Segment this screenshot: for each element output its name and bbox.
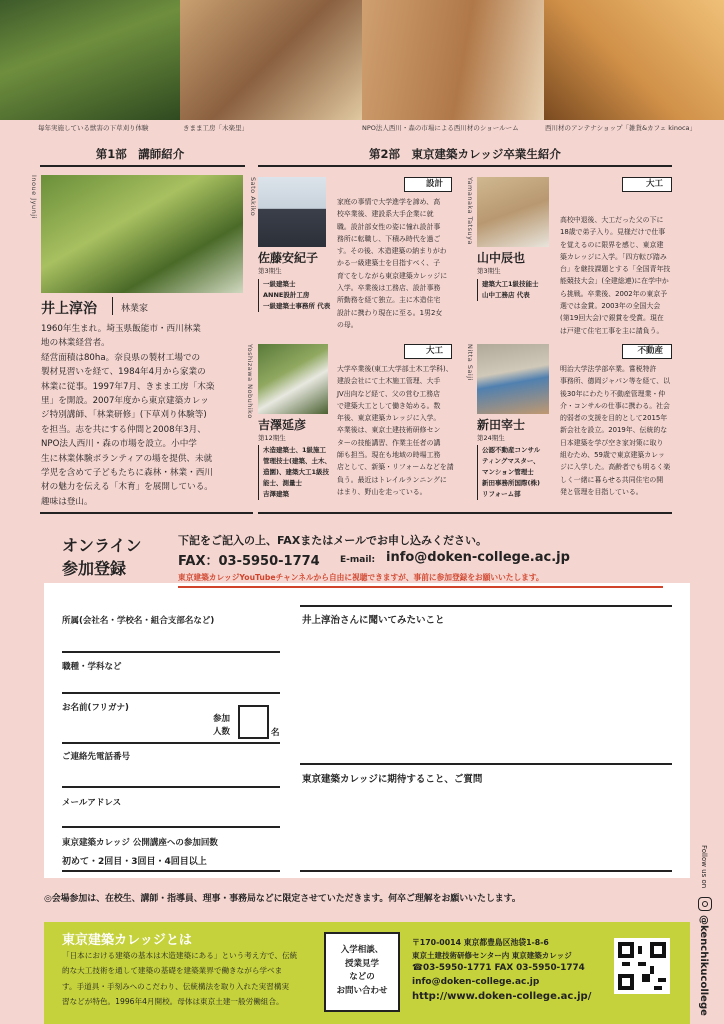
email-address[interactable]: info@doken-college.ac.jp [386,550,570,565]
bio-line: 師も担当。現在も地域の時場工務 [337,451,441,460]
divider [258,512,672,514]
about-text [62,948,312,1009]
credential-line: 吉澤建築 [263,490,289,498]
credential-line: リフォーム部 [482,490,521,498]
photo-showroom [362,0,544,120]
bio-line: 18歳で弟子入り。見様だけで仕事 [560,228,666,237]
bio-line: 1960年生まれ。埼玉県飯能市・西川林業 [41,324,201,334]
divider [40,512,253,514]
job-label: 職種・学科など [62,662,122,672]
credential-line: 公認不動産コンサル [482,446,541,454]
bio-line: 新会社を設立。2019年、伝統的な [560,426,668,435]
grad-name: 新田宰士 [477,418,526,432]
bio-line: 入学。卒業後は工務店、設計事務 [337,284,441,293]
credential-line: ANNE設計工房 [263,291,310,299]
sessions-label: 東京建築カレッジ 公開講座への参加回数 [62,838,218,848]
grad-bio [560,363,674,498]
divider [112,297,113,315]
credential-line: 山中工務店 代表 [482,291,530,299]
photo-caption: 西川材のアンテナショップ「雑貨&カフェ kinoca」 [545,124,697,132]
grad-bio [337,363,457,498]
lecturer-bio [41,322,251,509]
q1-top-line [300,605,672,607]
bio-line: かる一級建築士を目指すべく、子 [337,259,441,268]
q2-label: 東京建築カレッジに期待すること、ご質問 [302,774,483,785]
bio-line: 林業に従事。1997年7月、きまま工房「木楽 [41,381,215,392]
lecturer-photo [41,175,243,293]
bio-line: 明治大学法学部卒業。嘗税特許 [560,365,657,373]
credential-line: 一級建築士 [263,280,296,288]
divider [40,165,245,167]
credential-line: ティングマスター、 [482,457,540,465]
grad-name: 佐藤安紀子 [258,251,319,265]
footer-url[interactable]: http://www.doken-college.ac.jp/ [412,991,592,1002]
grad-photo [258,177,326,247]
bio-line: 趣味は登山。 [41,496,93,507]
bio-line: 日本建築を学び空き家対策に取り [560,438,664,447]
phone-label: ご連絡先電話番号 [62,752,131,762]
bio-line: 年後、東京建築カレッジに入学。 [337,414,441,423]
sessions-options[interactable]: 初めて・2回目・3回目・4回目以上 [62,857,207,867]
bio-line: ターの技能講習、作業主任者の講 [337,438,441,447]
bio-line: 設計に携わり現在に至る。1男2女 [337,308,443,317]
part1-title: 第1部 講師紹介 [95,147,185,161]
bio-line: 校卒業後、建設系大手企業に就 [337,210,434,219]
org-label: 所属(会社名・学校名・組合支部名など) [62,616,215,626]
photo-workshop [180,0,362,120]
bio-line: 学児を含めて子どもたちに森林・林業・西川 [41,468,213,479]
count-label-2: 人数 [213,727,231,737]
q2-bottom-line[interactable] [300,870,672,872]
grad-roman-name: Nitta Saiji [466,344,474,381]
inquiry-line: お問い合わせ [336,985,388,996]
count-label-1: 参加 [213,714,231,724]
bio-line: を担当。志を共にする仲間と2008年3月、 [41,424,206,435]
venue-note: ◎会場参加は、在校生、講師・指導員、理事・事務局などに限定させていただきます。何卒ご理解をお願いいたします。 [44,894,521,904]
bio-line: 選では金賞。2003年の全国大会 [560,302,661,311]
bio-line: 店として、新築・リフォームなどを請 [337,463,454,472]
bio-line: 務所に転職し、下積み時代を過ご [337,234,441,243]
bio-line: で建築大工として働き始める。数 [337,401,441,410]
grad-roman-name: Yoshizawa Nobuhiko [246,344,254,419]
bio-line: 台」を継技課題とする「全国青年技 [560,265,671,274]
credential-line: 造園)、建築大工1級技 [263,468,329,476]
grad-credentials [258,279,338,312]
bio-line: 職。設計部女性の姿に憧れ設計事 [337,222,441,231]
bio-line: 的弱者の支援を目的として2015年 [560,414,668,423]
bio-line: 高校中退後、大工だった父の下に [560,216,664,224]
lecturer-roman-name: Inoue Jyunji [30,175,38,219]
inquiry-line: 授業見学 [344,958,379,969]
grad-photo [477,344,549,414]
photo-cafe [544,0,724,120]
name-input-line[interactable] [62,742,280,744]
mail-label: メールアドレス [62,798,122,808]
job-input-line[interactable] [62,692,280,694]
credential-line: 能士、測量士 [263,479,302,487]
bio-line: ジ特別講師、「林業研修」(下草刈り体験等) [41,410,207,421]
bio-line: 家庭の事情で大学進学を諦め、高 [337,198,441,206]
bio-line: JV出向など経て、父の営む工務店 [337,389,441,398]
fax-number: FAX：03-5950-1774 [178,554,320,569]
address-line-2: 東京土建技術研修センター内 東京建築カレッジ [412,951,572,960]
q1-label: 井上淳治さんに聞いてみたいこと [302,615,445,626]
count-unit: 名 [271,728,280,738]
footer-email[interactable]: info@doken-college.ac.jp [412,977,540,987]
inquiry-line: 入学相談、 [340,945,384,955]
phone-input-line[interactable] [62,786,280,788]
bio-line: 材の魅力を伝える「木育」を展開している。 [41,482,213,493]
qr-code-icon[interactable] [614,938,670,994]
phone-fax: ☎03-5950-1771 FAX 03-5950-1774 [412,963,585,973]
bio-line: 経営面積は80ha。奈良県の製材工場での [41,352,201,363]
bio-line: 能競技大会」(全建総連)に在学中か [560,277,669,286]
bio-line: 大学卒業後(東工大学部土木工学科)、 [337,365,453,373]
bio-line: 発と管理を目指している。 [560,487,643,496]
bio-line: は戸建て住宅工事を主に請負う。 [560,326,664,335]
bio-line: 組むため、59歳で東京建築カレッ [560,451,665,460]
bio-line: 生に林業体験ボランティアの場を提供、未就 [41,453,213,464]
reg-notice: 東京建築カレッジYouTubeチャンネルから自由に視聴できますが、事前に参加登録をお願いいたします。 [178,572,663,588]
bio-line: ジに入学した。高齢者でも明るく楽 [560,463,671,472]
bio-line: 地の林業経営者。 [41,338,110,349]
grad-generation: 第3期生 [258,267,282,275]
email-label: E-mail: [340,555,376,565]
lecturer-role: 林業家 [121,304,149,314]
credential-line: 建築大工1級技能士 [482,280,539,288]
registration-form [44,583,690,878]
grad-credentials [258,445,340,500]
bio-line: 後30年にわたり不動産管理業・仲 [560,389,666,398]
org-input-line[interactable] [62,651,280,653]
credential-line: 一級建築士事務所 代表 [263,302,331,310]
grad-roman-name: Sato Akiko [249,177,257,217]
grad-tag: 設計 [404,177,452,192]
inquiry-box [324,932,400,1012]
reg-instruction: 下記をご記入の上、FAXまたはメールでお申し込みください。 [178,534,488,547]
credential-line: 新田事務所国際(株) [482,479,540,487]
bio-line: はまり、野山を走っている。 [337,487,427,496]
bio-line: 育てをしながら東京建築カレッジに [337,271,448,280]
bio-line: (第19回大会)で銀賞を受賞。現在 [560,314,664,323]
bio-line: 事務所、德岡ジャパン等を経て、以 [560,377,670,386]
credential-line: マンション管理士 [482,468,534,476]
reg-title-2: 参加登録 [62,559,127,578]
sessions-input-line[interactable] [62,870,280,872]
photo-forest-work [0,0,180,120]
mail-input-line[interactable] [62,826,280,828]
social-handle[interactable]: @kenchikucollege [698,915,709,1016]
photo-caption: NPO法人西川・森の市場による西川材のショールーム [362,124,519,132]
credential-line: 管理技士(建築、土木、 [263,457,331,465]
grad-generation: 第12期生 [258,434,286,442]
grad-photo [258,344,328,414]
bio-line: す。その後、木造建築の納まりがわ [337,247,447,256]
divider [258,165,672,167]
bio-line: 建設会社にて土木施工管理、大手 [337,377,441,386]
grad-generation: 第3期生 [477,267,501,275]
address-line-1: 〒170-0014 東京都豊島区池袋1-8-6 [412,938,549,947]
grad-tag: 大工 [622,177,672,192]
bio-line: 卒業後は、東京土建技術研修セン [337,426,441,435]
grad-name: 山中辰也 [477,251,526,265]
grad-tag: 不動産 [622,344,672,359]
photo-caption: きまま工房「木楽里」 [183,124,248,132]
count-input[interactable] [238,705,269,739]
about-title: 東京建築カレッジとは [62,933,192,948]
grad-roman-name: Yamanaka Tatsuya [466,177,474,245]
bio-line: の母。 [337,320,358,329]
bio-line: 製材見習いを経て、1984年4月から家業の [41,367,206,378]
bio-line: 介・コンサルの仕事に携わる。社会 [560,401,670,410]
grad-name: 吉澤延彦 [258,418,307,432]
credential-line: 木造建築士、1級施工 [263,446,327,454]
grad-tag: 大工 [404,344,452,359]
bio-line: ら挑戦。卒業後、2002年の東京予 [560,289,668,298]
q1-bottom-line[interactable] [300,763,672,765]
grad-bio [337,196,455,331]
grad-credentials [477,445,559,500]
bio-line: を覚えるのに限界を感じ、東京建 [560,240,664,249]
bio-line: 築カレッジに入学。「四方転び踏み [560,252,667,261]
bio-line: しく一緒に暮らせる共同住宅の開 [560,475,664,484]
grad-photo [477,177,549,247]
bio-line: 里」を開設。2007年度から東京建築カレッ [41,396,209,407]
grad-generation: 第24期生 [477,434,505,442]
photo-caption: 毎年実施している獣害の下草刈り体験 [38,124,149,132]
grad-bio [560,214,674,337]
bio-line: 負う。最近はトレイルランニングに [337,475,447,484]
reg-title-1: オンライン [62,536,142,555]
lecturer-name: 井上淳治 [41,301,97,317]
grad-credentials [477,279,557,301]
about-line: す。手道具・手刻みへのこだわり、伝統構法を取り入れた実習構実 [62,981,290,991]
name-label: お名前(フリガナ) [62,703,129,713]
about-line: 習などが特色。1996年4月開校。母体は東京土建一般労働組合。 [62,996,284,1006]
instagram-icon[interactable] [698,897,712,911]
part2-title: 第2部 東京建築カレッジ卒業生紹介 [369,147,561,161]
follow-label: Follow us on [700,845,708,889]
about-line: 的な大工技術を通して建築の基礎を建築業界で働きながら学べま [62,966,283,976]
about-line: 「日本における建築の基本は木造建築にある」という考え方で、伝統 [62,951,298,960]
bio-line: 所勤務を経て独立。主に木造住宅 [337,296,441,305]
bio-line: NPO法人西川・森の市場を設立。小中学 [41,439,197,450]
inquiry-line: などの [349,972,375,982]
